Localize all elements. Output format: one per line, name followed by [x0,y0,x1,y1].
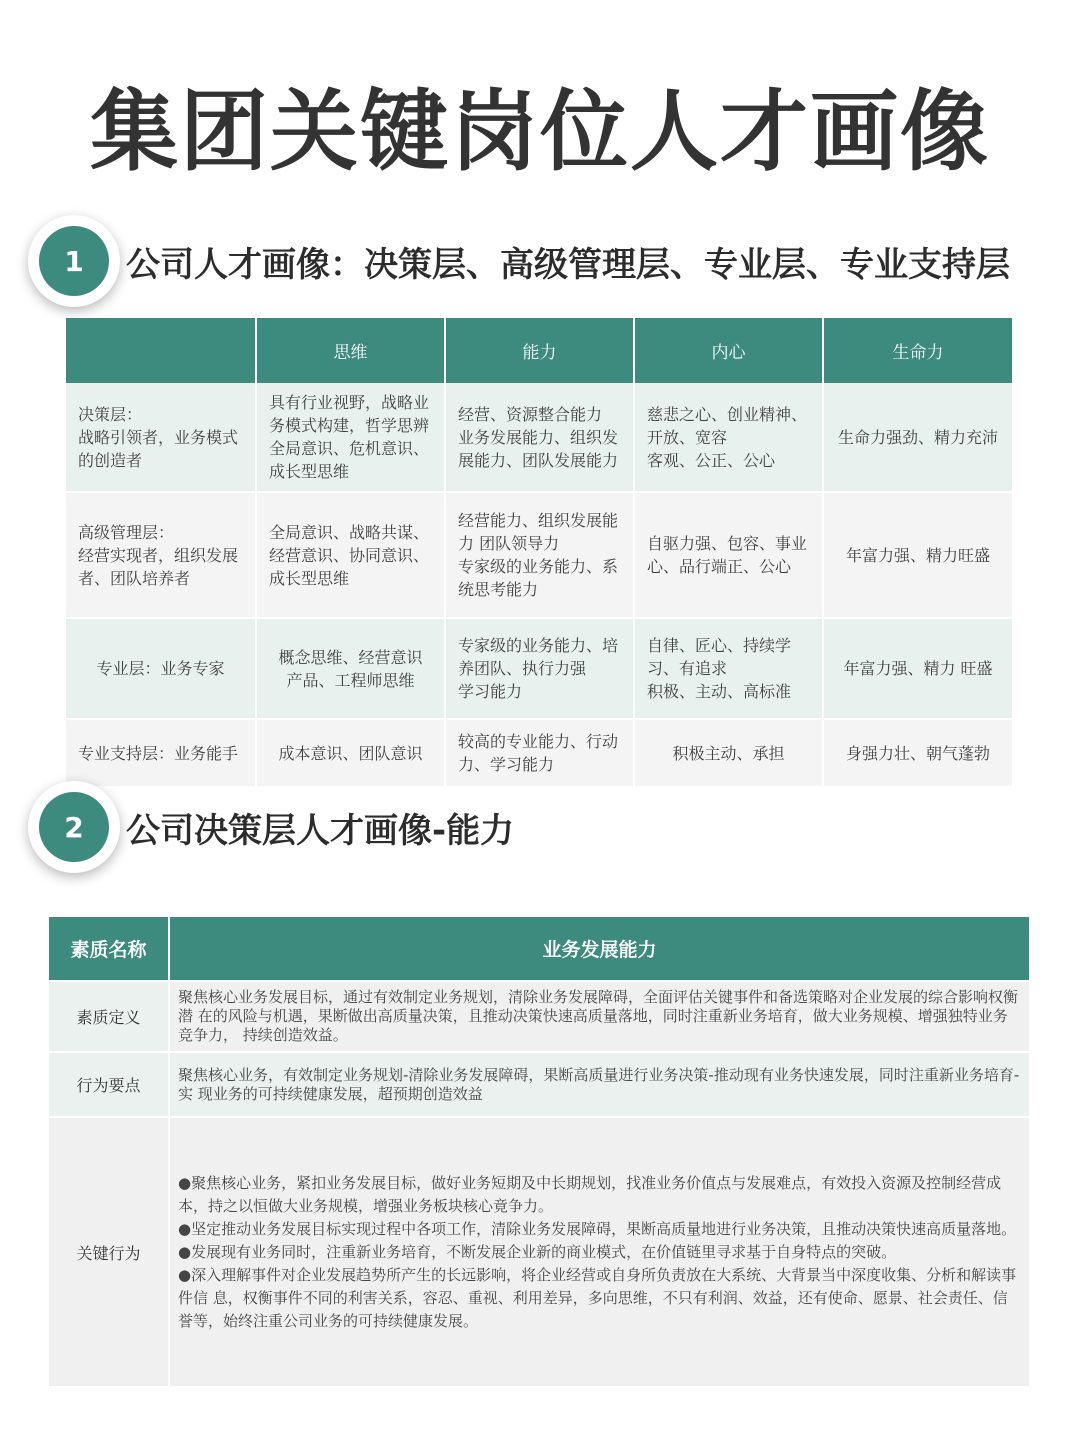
definition-label: 素质定义 [49,981,169,1052]
table-row [66,618,1013,719]
definition-text: 聚焦核心业务发展目标，通过有效制定业务规划，清除业务发展障碍，全面评估关键事件和备选策略对企业发展的综合影响权衡潜 在的风险与机遇，果断做出高质量决策，且推动决策快速高质量落地，同时注重新业务培育，做大业务规模、增强独特业务竞争力， 持续创造效益。 [169,981,1029,1052]
ability-cell: 经营、资源整合能力 业务发展能力、组织发展能力、团队发展能力 [445,383,634,492]
table-row [66,383,1013,492]
header-blank [66,318,256,383]
thinking-cell: 具有行业视野，战略业务模式构建，哲学思辨 全局意识、危机意识、成长型思维 [256,383,445,492]
section-2-title: 公司决策层人才画像-能力 [126,810,515,851]
table-row [66,719,1013,787]
ability-cell: 专家级的业务能力、培养团队、执行力强 学习能力 [445,618,634,719]
key-behavior-item: ●坚定推动业务发展目标实现过程中各项工作，清除业务发展障碍，果断高质量地进行业务决策，且推动决策快速高质量落地。 [178,1219,1017,1238]
heart-cell: 积极主动、承担 [634,719,823,787]
vitality-cell: 年富力强、精力旺盛 [823,492,1013,618]
key-behavior-item: ●聚焦核心业务，紧扣业务发展目标，做好业务短期及中长期规划，找准业务价值点与发展难点，有效投入资源及控制经营成本，持之以恒做大业务规模，增强业务板块核心竟争力。 [178,1173,1002,1215]
key-behavior-item: ●深入理解事件对企业发展趋势所产生的长远影响，将企业经营或自身所负责放在大系统、大背景当中深度收集、分析和解读事件信 息，权衡事件不同的利害关系，容忍、重视、利用差异，多向思维，不只有利润、效益，还有使命、愿景、社会责任、信誉等，始终注重公司业务的可持续健康发展。 [178,1265,1017,1330]
heart-cell: 自律、匠心、持续学习、有追求 积极、主动、高标准 [634,618,823,719]
talent-profile-table [66,318,1014,788]
points-text: 聚焦核心业务，有效制定业务规划-清除业务发展障碍，果断高质量进行业务决策-推动现有业务快速发展，同时注重新业务培育-实 现业务的可持续健康发展，超预期创造效益 [169,1052,1029,1117]
section-1-badge-ring [28,215,120,307]
header-vitality: 生命力 [823,318,1013,383]
section-2-heading [28,781,514,873]
page-title: 集团关键岗位人才画像 [89,80,990,183]
ability-cell: 经营能力、组织发展能力 团队领导力 专家级的业务能力、系统思考能力 [445,492,634,618]
key-behavior-item: ●发展现有业务同时，注重新业务培育，不断发展企业新的商业模式，在价值链里寻求基于自身特点的突破。 [178,1242,897,1261]
heart-cell: 慈悲之心、创业精神、开放、宽容 客观、公正、公心 [634,383,823,492]
table-header-row [66,318,1013,383]
competency-header-row [49,917,1029,981]
vitality-cell: 年富力强、精力 旺盛 [823,618,1013,719]
header-ability: 能力 [445,318,634,383]
thinking-cell: 成本意识、团队意识 [256,719,445,787]
key-behaviors-row [49,1117,1029,1387]
header-heart: 内心 [634,318,823,383]
thinking-cell: 全局意识、战略共谋、经营意识、协同意识、成长型思维 [256,492,445,618]
section-2-number-badge: 2 [39,792,109,862]
competency-name-label: 素质名称 [49,917,169,981]
definition-row [49,981,1029,1052]
section-1-heading [28,215,1010,307]
section-1-number-badge: 1 [39,226,109,296]
level-cell: 高级管理层： 经营实现者，组织发展者、团队培养者 [66,492,256,618]
level-cell: 决策层： 战略引领者，业务模式的创造者 [66,383,256,492]
header-thinking: 思维 [256,318,445,383]
points-label: 行为要点 [49,1052,169,1117]
level-cell: 专业支持层：业务能手 [66,719,256,787]
vitality-cell: 身强力壮、朝气蓬勃 [823,719,1013,787]
competency-table [49,917,1029,1388]
points-row [49,1052,1029,1117]
section-2-badge-ring [28,781,120,873]
ability-cell: 较高的专业能力、行动力、学习能力 [445,719,634,787]
thinking-cell: 概念思维、经营意识 产品、工程师思维 [256,618,445,719]
level-cell: 专业层：业务专家 [66,618,256,719]
heart-cell: 自驱力强、包容、事业心、品行端正、公心 [634,492,823,618]
competency-name-value: 业务发展能力 [169,917,1029,981]
key-behaviors-label: 关键行为 [49,1117,169,1387]
key-behaviors-list [169,1117,1029,1387]
section-1-title: 公司人才画像：决策层、高级管理层、专业层、专业支持层 [126,244,1010,285]
vitality-cell: 生命力强劲、精力充沛 [823,383,1013,492]
table-row [66,492,1013,618]
